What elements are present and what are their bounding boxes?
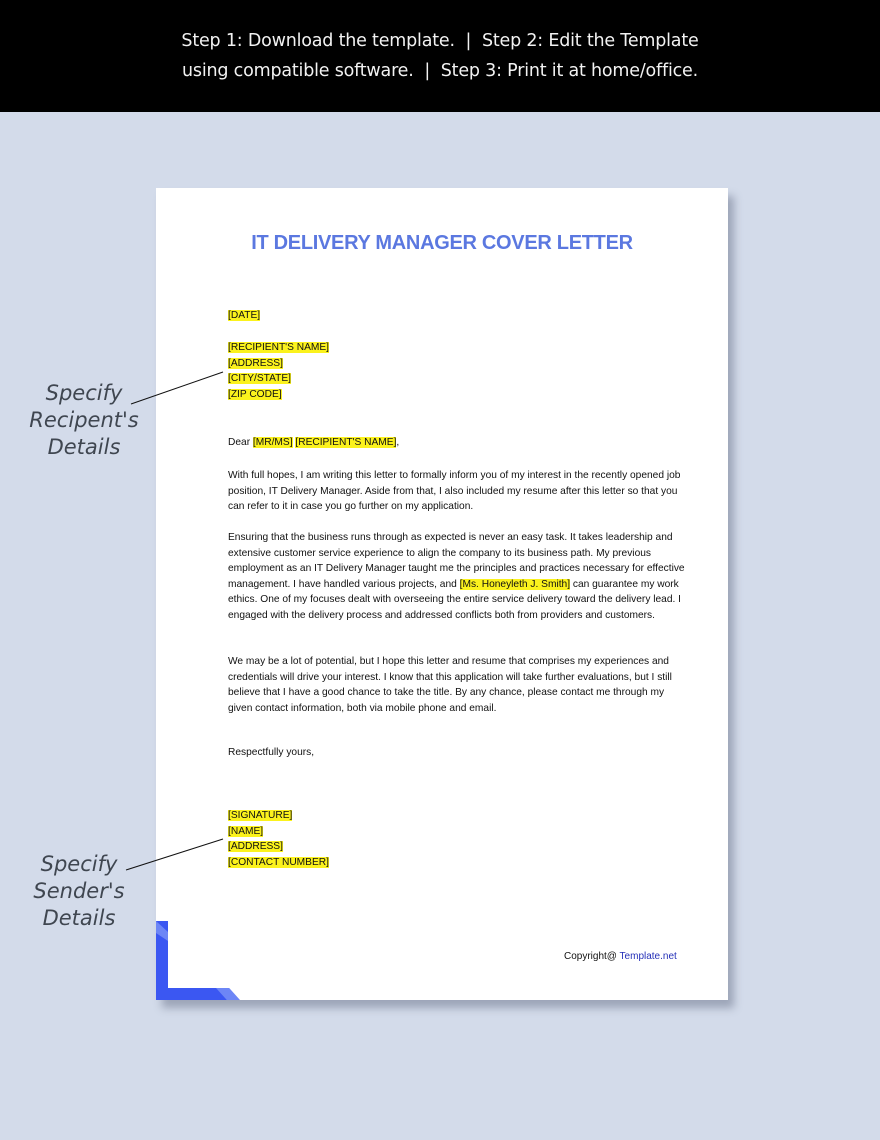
banner-line-1: Step 1: Download the template. | Step 2: Edit the Template [181,31,699,51]
banner-line-2: using compatible software. | Step 3: Print it at home/office. [182,61,698,81]
date-field: [DATE] [228,310,261,321]
closing: Respectfully yours, [228,747,315,758]
recipient-block [228,340,329,402]
sender-contact: [CONTACT NUMBER] [228,856,329,868]
recipient-zip: [ZIP CODE] [228,388,282,400]
letter-page [156,188,728,1000]
paragraph-3: We may be a lot of potential, but I hope this letter and resume that comprises my experiences and credentials will drive your interest. I know that this application will take further evaluations, but I still believe that I have a good chance to take the title. By any chance, please contact me through my given contact information, both via mobile phone and email. [228,656,672,714]
copyright-footer: Copyright@ Template.net [564,951,677,962]
sender-name: [NAME] [228,825,264,837]
annotation-recipient: Specify Recipent's Details [29,381,139,459]
corner-decoration-horizontal [156,988,228,1000]
paragraph-1: With full hopes, I am writing this letter to formally inform you of my interest in the recently opened job position, IT Delivery Manager. Aside from that, I also included my resume after this letter so that you can refer to it in case you go further on my application. [228,470,681,512]
sender-block [228,808,329,870]
annotation-sender: Specify Sender's Details [33,852,125,930]
letter-title: IT DELIVERY MANAGER COVER LETTER [251,232,633,254]
sender-address: [ADDRESS] [228,841,283,852]
instructions-banner [0,0,880,112]
salutation-name: [RECIPIENT'S NAME] [295,437,397,448]
paragraph-2: Ensuring that the business runs through as expected is never an easy task. It takes leadership and extensive customer service experience to align the company to its business path. My previous employment as an IT Delivery Manager taught me the principles and practices necessary for effective management. I have handled various projects, and [Ms. Honeyleth J. Smith] can guarantee my work ethics. One of my focuses dealt with overseeing the entire service delivery toward the delivery lead. I engaged with the delivery process and addressed conflicts both from providers and customers. [228,532,685,621]
template-link[interactable]: Template.net [619,951,677,962]
recipient-name: [RECIPIENT'S NAME] [228,342,330,353]
sender-signature: [SIGNATURE] [228,810,293,821]
reference-name: [Ms. Honeyleth J. Smith] [459,578,571,590]
salutation: Dear [MR/MS] [RECIPIENT'S NAME], [228,437,400,448]
recipient-city-state: [CITY/STATE] [228,373,292,384]
recipient-address: [ADDRESS] [228,357,283,369]
salutation-title: [MR/MS] [252,437,293,448]
